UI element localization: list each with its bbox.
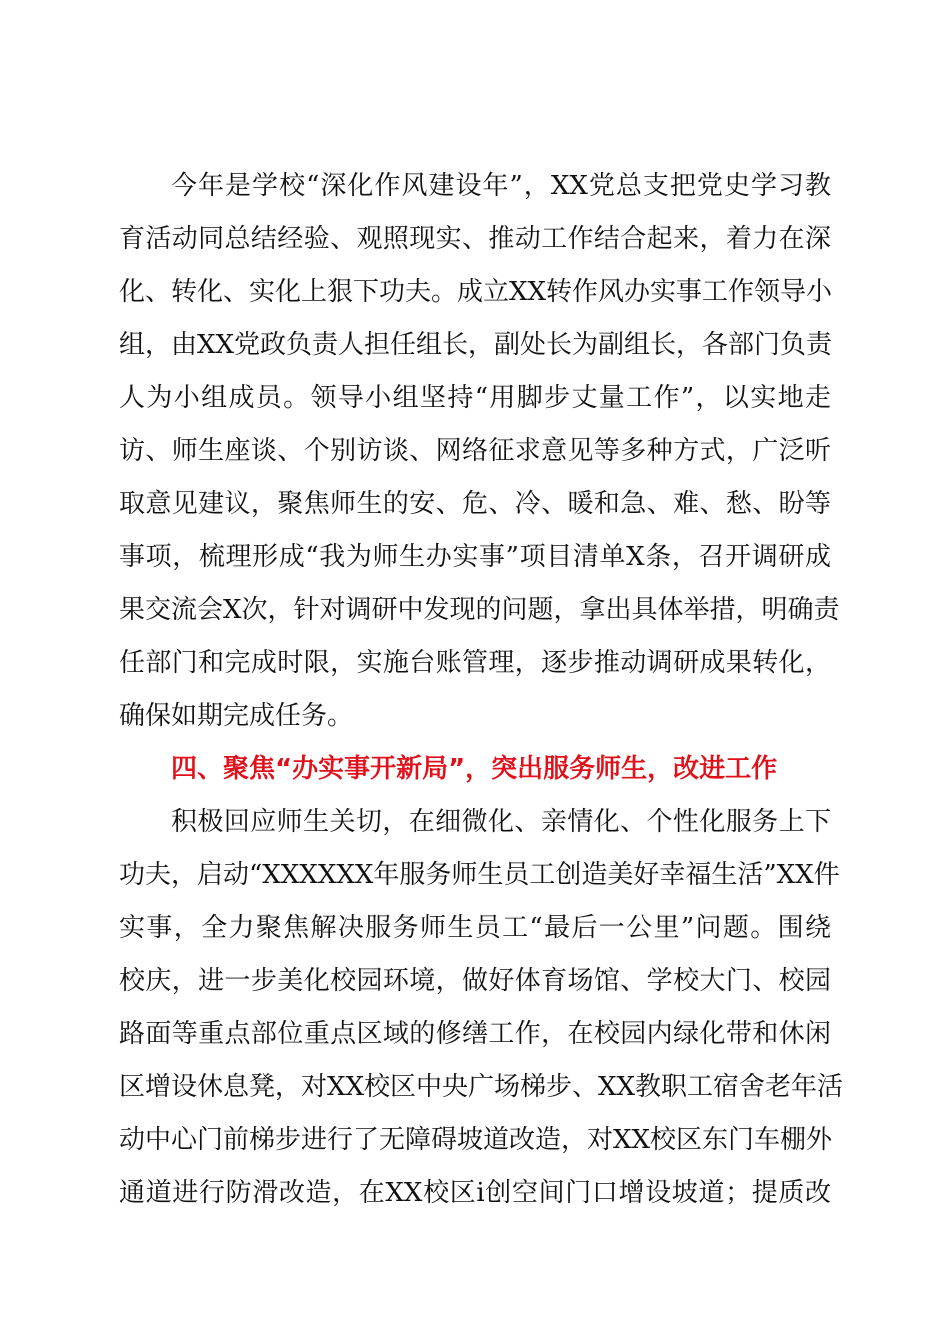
paragraph-line: 功夫，启动“XXXXXX年服务师生员工创造美好幸福生活”XX件	[119, 860, 840, 890]
paragraph-line: 通道进行防滑改造，在XX校区i创空间门口增设坡道；提质改	[119, 1178, 831, 1208]
paragraph-line: 校庆，进一步美化校园环境，做好体育场馆、学校大门、校园	[119, 966, 831, 996]
paragraph-line: 积极回应师生关切，在细微化、亲情化、个性化服务上下	[171, 807, 831, 837]
paragraph-line: 取意见建议，聚焦师生的安、危、冷、暖和急、难、愁、盼等	[119, 489, 831, 519]
paragraph-line: 人为小组成员。领导小组坚持“用脚步丈量工作”，以实地走	[119, 383, 831, 413]
section-heading: 四、聚焦“办实事开新局”，突出服务师生，改进工作	[171, 754, 778, 784]
paragraph-line: 访、师生座谈、个别访谈、网络征求意见等多种方式，广泛听	[119, 436, 831, 466]
paragraph-line: 事项，梳理形成“我为师生办实事”项目清单X条，召开调研成	[119, 542, 831, 572]
paragraph-line: 果交流会X次，针对调研中发现的问题，拿出具体举措，明确责	[119, 595, 840, 625]
paragraph-line: 任部门和完成时限，实施台账管理，逐步推动调研成果转化，	[119, 648, 831, 678]
paragraph-line: 化、转化、实化上狠下功夫。成立XX转作风办实事工作领导小	[119, 277, 833, 307]
document-body	[119, 160, 844, 1220]
paragraph-line: 动中心门前梯步进行了无障碍坡道改造，对XX校区东门车棚外	[119, 1125, 833, 1155]
paragraph-line: 育活动同总结经验、观照现实、推动工作结合起来，着力在深	[119, 224, 831, 254]
paragraph-line: 区增设休息凳，对XX校区中央广场梯步、XX教职工宿舍老年活	[119, 1072, 844, 1102]
paragraph-1	[119, 160, 840, 743]
paragraph-line: 组，由XX党政负责人担任组长，副处长为副组长，各部门负责	[119, 330, 833, 360]
paragraph-2	[119, 796, 844, 1220]
paragraph-line: 实事，全力聚焦解决服务师生员工“最后一公里”问题。围绕	[119, 913, 831, 943]
paragraph-line: 今年是学校“深化作风建设年”，XX党总支把党史学习教	[171, 171, 831, 201]
paragraph-line: 路面等重点部位重点区域的修缮工作，在校园内绿化带和休闲	[119, 1019, 831, 1049]
paragraph-line: 确保如期完成任务。	[119, 701, 354, 731]
